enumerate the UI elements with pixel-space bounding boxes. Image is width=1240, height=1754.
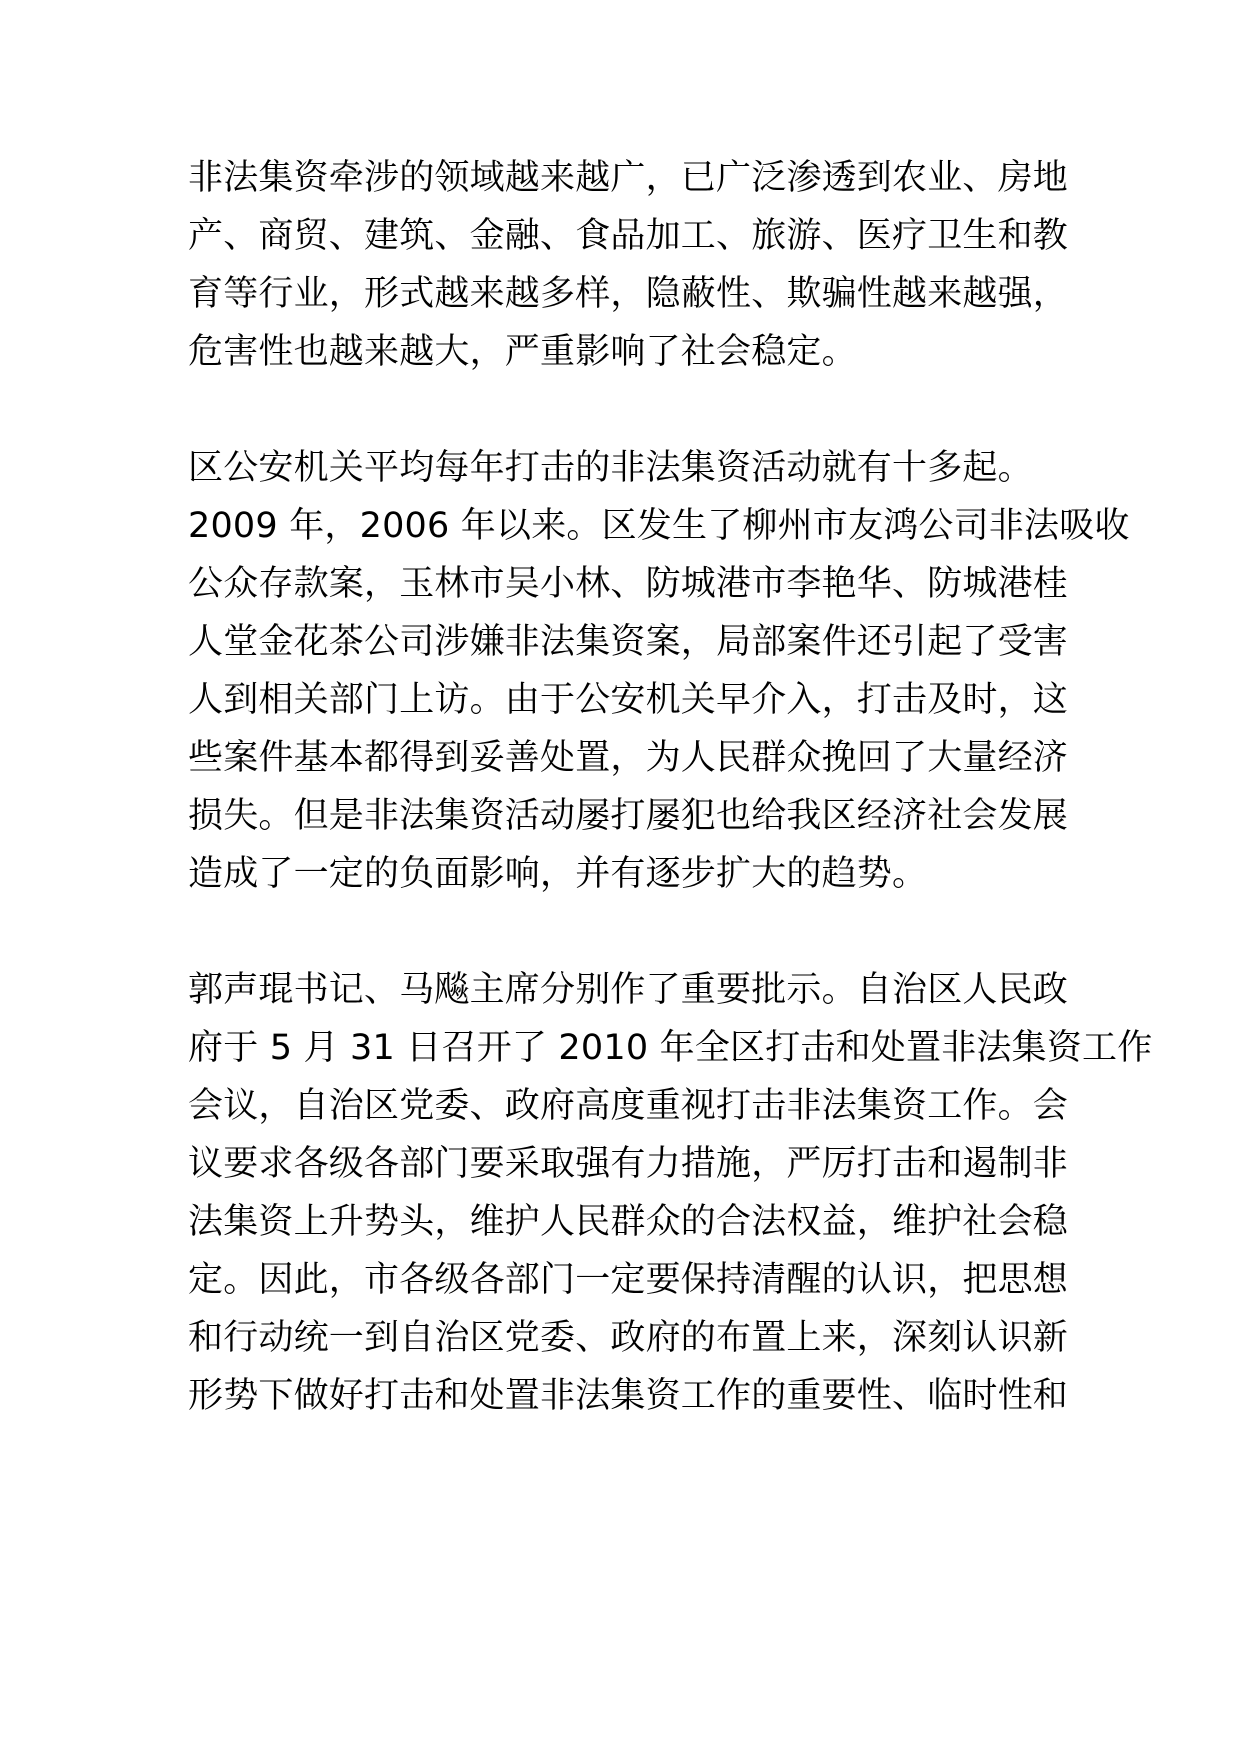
- paragraph-line: 和行动统一到自治区党委、政府的布置上来，深刻认识新: [188, 1318, 1069, 1358]
- paragraph-line: 定。因此，市各级各部门一定要保持清醒的认识，把思想: [188, 1260, 1069, 1300]
- paragraph-line: 些案件基本都得到妥善处置，为人民群众挽回了大量经济: [188, 738, 1069, 778]
- paragraph-line: 府于 5 月 31 日召开了 2010 年全区打击和处置非法集资工作: [188, 1028, 1153, 1068]
- paragraph-line: 2009 年，2006 年以来。区发生了柳州市友鸿公司非法吸收: [188, 506, 1130, 546]
- paragraph-line: 区公安机关平均每年打击的非法集资活动就有十多起。: [188, 448, 1033, 488]
- paragraph-line: 形势下做好打击和处置非法集资工作的重要性、临时性和: [188, 1376, 1069, 1416]
- paragraph-line: 法集资上升势头，维护人民群众的合法权益，维护社会稳: [188, 1202, 1069, 1242]
- paragraph-line: 会议，自治区党委、政府高度重视打击非法集资工作。会: [188, 1086, 1069, 1126]
- paragraph-line: 造成了一定的负面影响，并有逐步扩大的趋势。: [188, 854, 928, 894]
- paragraph-line: 公众存款案，玉林市吴小林、防城港市李艳华、防城港桂: [188, 564, 1069, 604]
- paragraph-line: 议要求各级各部门要采取强有力措施，严厉打击和遏制非: [188, 1144, 1069, 1184]
- paragraph-line: 产、商贸、建筑、金融、食品加工、旅游、医疗卫生和教: [188, 216, 1069, 256]
- paragraph-line: 人到相关部门上访。由于公安机关早介入，打击及时，这: [188, 680, 1069, 720]
- paragraph-line: 损失。但是非法集资活动屡打屡犯也给我区经济社会发展: [188, 796, 1069, 836]
- paragraph-line: 人堂金花茶公司涉嫌非法集资案，局部案件还引起了受害: [188, 622, 1069, 662]
- paragraph-line: 育等行业，形式越来越多样，隐蔽性、欺骗性越来越强，: [188, 274, 1069, 314]
- paragraph-line: 非法集资牵涉的领域越来越广，已广泛渗透到农业、房地: [188, 158, 1069, 198]
- paragraph-line: 危害性也越来越大，严重影响了社会稳定。: [188, 332, 857, 372]
- paragraph-line: 郭声琨书记、马飚主席分别作了重要批示。自治区人民政: [188, 970, 1069, 1010]
